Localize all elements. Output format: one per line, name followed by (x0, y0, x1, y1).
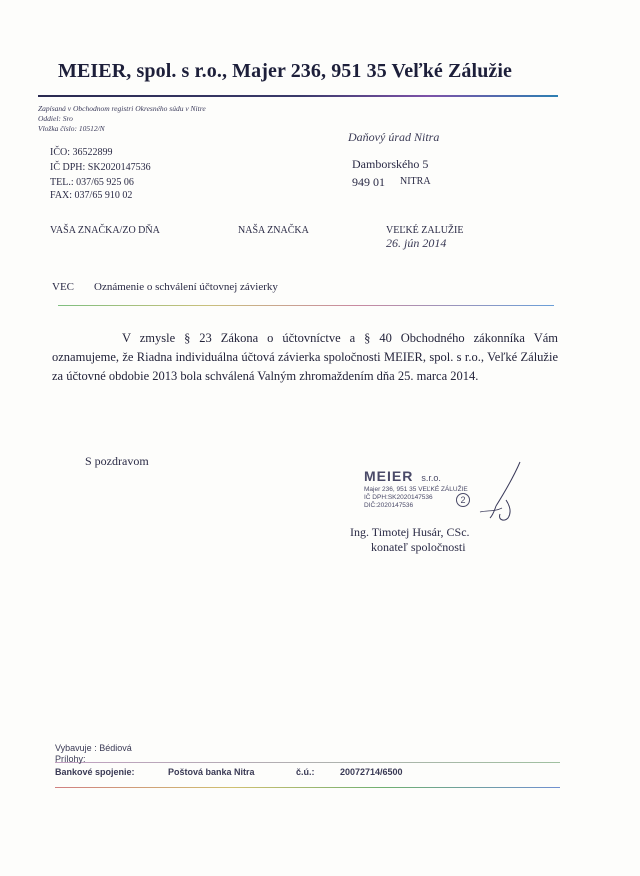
bank-name-text: Poštová banka Nitra (168, 767, 255, 777)
recipient-name: Daňový úrad Nitra (348, 130, 440, 144)
sender-tel: TEL.: 037/65 925 06 (50, 177, 134, 188)
recipient-postcode: 949 01 (352, 175, 385, 189)
footer-bank-label (55, 767, 135, 777)
subject-divider (58, 305, 554, 306)
footer-divider-bottom (55, 787, 560, 788)
footer-account-number (340, 767, 403, 777)
account-label-text: č.ú.: (296, 767, 315, 777)
letterhead-divider (38, 95, 558, 97)
sender-icdph: IČ DPH: SK2020147536 (50, 162, 151, 173)
registration-section: Oddiel: Sro (38, 114, 73, 123)
stamp-address: Majer 236, 951 35 VEĽKÉ ZÁLUŽIE (364, 486, 468, 493)
recipient-street: Damborského 5 (352, 157, 429, 171)
stamp-number-circle: 2 (456, 493, 470, 507)
greeting: S pozdravom (85, 454, 149, 468)
sender-ico: IČO: 36522899 (50, 147, 113, 158)
footer-divider-top (55, 762, 560, 763)
account-number-text: 20072714/6500 (340, 767, 403, 777)
letter-date: 26. jún 2014 (386, 236, 447, 250)
signatory-role: konateľ spoločnosti (371, 540, 466, 554)
footer-prepared-by: Vybavuje : Bédiová (55, 743, 132, 753)
letterhead-title: MEIER, spol. s r.o., Majer 236, 951 35 Veľké Zálužie (58, 60, 513, 82)
recipient-city: NITRA (400, 176, 431, 187)
stamp-tax-id: DIČ:2020147536 (364, 502, 414, 509)
registration-insert: Vložka číslo: 10512/N (38, 124, 105, 133)
signatory-name: Ing. Timotej Husár, CSc. (350, 525, 470, 539)
footer-bank-name (168, 767, 255, 777)
your-reference-label: VAŠA ZNAČKA/ZO DŇA (50, 225, 160, 236)
registration-court: Zapísaná v Obchodnom registri Okresného súdu v Nitre (38, 104, 206, 113)
stamp-suffix: s.r.o. (421, 473, 441, 483)
our-reference-label: NAŠA ZNAČKA (238, 225, 309, 236)
place-label: VEĽKÉ ZALUŽIE (386, 225, 464, 236)
footer-attachments: Prílohy: (55, 754, 86, 764)
subject-text: Oznámenie o schválení účtovnej závierky (94, 281, 278, 293)
body-paragraph: V zmysle § 23 Zákona o účtovníctve a § 40 Obchodného zákonníka Vám oznamujeme, že Riadna individuálna účtová závierka spoločnosti MEIER, spol. s r.o., Veľké Zálužie za účtovné obdobie 2013 bola schválená Valným zhromaždením dňa 25. marca 2014. (52, 331, 558, 383)
letter-body (52, 329, 558, 386)
footer-account-label (296, 767, 315, 777)
stamp-company: MEIER (364, 468, 414, 484)
stamp-vat-id: IČ DPH:SK2020147536 (364, 494, 433, 501)
subject-label: VEC (52, 281, 74, 293)
bank-label-text: Bankové spojenie: (55, 767, 135, 777)
sender-fax: FAX: 037/65 910 02 (50, 190, 133, 201)
handwritten-signature (470, 460, 530, 524)
